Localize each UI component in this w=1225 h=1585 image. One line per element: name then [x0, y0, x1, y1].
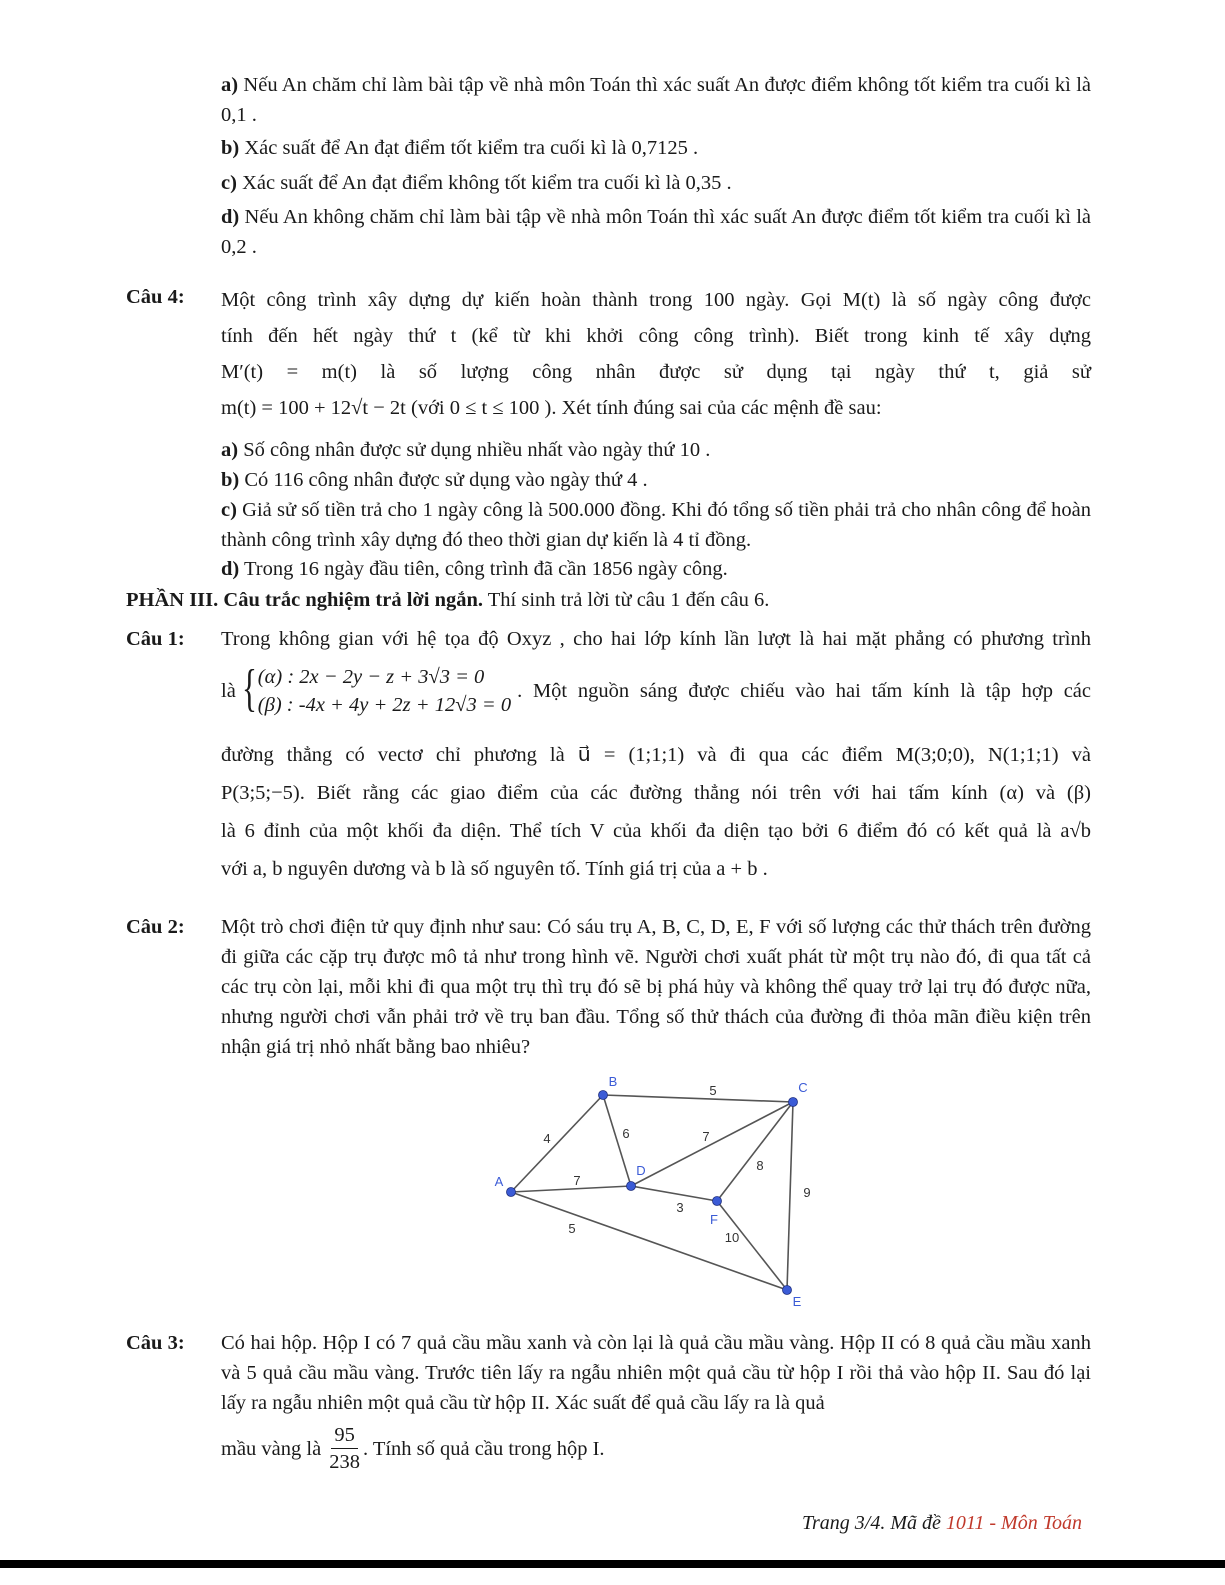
edge-weight-B-C: 5 [709, 1083, 717, 1098]
node-F [713, 1197, 722, 1206]
equation-system: là { (α) : 2x − 2y − z + 3√3 = 0 (β) : -4x + 4y + 2z + 12√3 = 0 . Một nguồn sáng được chiếu vào hai tấm kính là tập hợp các [221, 660, 1091, 717]
bottom-rule [0, 1560, 1225, 1568]
edge-weight-A-E: 5 [568, 1221, 576, 1236]
q4-option-c: c) Giả sử số tiền trả cho 1 ngày công là 500.000 đồng. Khi đó tổng số tiền phải trả cho nhân công để hoàn thành công trình xây dựng đó theo thời gian dự kiến là 4 tỉ đồng. [221, 499, 1091, 551]
question-3: Câu 3: Có hai hộp. Hộp I có 7 quả cầu mầu xanh và còn lại là quả cầu mầu vàng. Hộp II có 8 quả cầu mầu xanh và 5 quả cầu mầu vàng. Trước tiên lấy ra ngẫu nhiên một quả cầu từ hộp I rồi thả vào hộp II. Sau đó lại lấy ra ngẫu nhiên một quả cầu từ hộp II. Xác suất để quả cầu lấy ra là quả mầu vàng là $\frac{95}{238}$ . Tính số quả cầu trong hộp I. [126, 1328, 1091, 1475]
question-4: Câu 4: Một công trình xây dựng dự kiến hoàn thành trong 100 ngày. Gọi M(t) là số ngày công được tính đến hết ngày thứ t (kể từ khi khởi công công trình). Biết trong kinh tế xây dựng M′(t) = m(t) là số lượng công nhân được sử dụng tại ngày thứ t, giả sử m(t) = 100 + 12√t − 2t (với 0 ≤ t ≤ 100 ). Xét tính đúng sai của các mệnh đề sau: [126, 282, 1091, 426]
node-B [599, 1091, 608, 1100]
q4-option-a: a) Số công nhân được sử dụng nhiều nhất vào ngày thứ 10 . [221, 439, 711, 461]
edge-A-B [511, 1095, 603, 1192]
edge-weight-A-D: 7 [573, 1173, 581, 1188]
edge-C-E [787, 1102, 793, 1290]
node-label-C: C [798, 1080, 808, 1095]
q4-option-b: b) Có 116 công nhân được sử dụng vào ngày thứ 4 . [221, 469, 648, 491]
edge-weight-A-B: 4 [543, 1131, 551, 1146]
edge-weight-C-E: 9 [803, 1185, 811, 1200]
part3-heading: PHẦN III. Câu trắc nghiệm trả lời ngắn. Thí sinh trả lời từ câu 1 đến câu 6. [126, 589, 770, 611]
q4-option-d: d) Trong 16 ngày đầu tiên, công trình đã cần 1856 ngày công. [221, 558, 728, 580]
prev-option-a: a) Nếu An chăm chỉ làm bài tập về nhà môn Toán thì xác suất An được điểm không tốt kiểm tra cuối kì là 0,1 . [221, 74, 1092, 126]
edge-weight-D-C: 7 [702, 1129, 710, 1144]
question-2: Câu 2: Một trò chơi điện tử quy định như sau: Có sáu trụ A, B, C, D, E, F với số lượng các thử thách trên đường đi giữa các cặp trụ được mô tả như trong hình vẽ. Người chơi xuất phát từ một trụ nào đó, đi qua tất cả các trụ còn lại, mỗi khi đi qua một trụ thì trụ đó sẽ bị phá hủy và không thể quay trở lại trụ đó được nữa, nhưng người chơi vẫn phải trở về trụ ban đầu. Tổng số thử thách của đường đi thỏa mãn điều kiện trên nhận giá trị nhỏ nhất bằng bao nhiêu? [126, 912, 1091, 1062]
question-3-label: Câu 3: [126, 1332, 185, 1354]
graph-figure [470, 1068, 830, 1318]
edge-F-E [717, 1201, 787, 1290]
edge-A-E [511, 1192, 787, 1290]
edge-A-D [511, 1186, 631, 1192]
probability-fraction: $\frac{95}{238}$ [329, 1424, 360, 1473]
node-label-E: E [792, 1294, 802, 1309]
probability-line: mầu vàng là $\frac{95}{238}$ . Tính số quả cầu trong hộp I. [221, 1424, 605, 1473]
edge-weight-F-E: 10 [724, 1230, 740, 1245]
node-E [783, 1286, 792, 1295]
edge-D-C [631, 1102, 793, 1186]
edge-B-C [603, 1095, 793, 1102]
edge-C-F [717, 1102, 793, 1201]
node-C [789, 1098, 798, 1107]
edge-weight-B-D: 6 [622, 1126, 630, 1141]
question-1: Câu 1: Trong không gian với hệ tọa độ Oxyz , cho hai lớp kính lần lượt là hai mặt phẳng có phương trình là { (α) : 2x − 2y − z + 3√3 = 0 (β) : -4x + 4y + 2z + 12√3 = 0 . Một nguồn sáng được chiếu vào hai tấm kính là tập hợp các đường thẳng có vectơ chỉ phương là u⃗ = (1;1;1) và đi qua các điểm M(3;0;0), N(1;1;1) và P(3;5;−5). Biết rằng các giao điểm của các đường thẳng nói trên với hai tấm kính (α) và (β) là 6 đỉnh của một khối đa diện. Thể tích V của khối đa diện tạo bởi 6 điểm đó có kết quả là a√b với a, b nguyên dương và b là số nguyên tố. Tính giá trị của a + b . [126, 624, 1091, 888]
edge-weight-D-F: 3 [676, 1200, 684, 1215]
node-label-D: D [636, 1163, 646, 1178]
question-2-label: Câu 2: [126, 916, 185, 938]
node-label-A: A [494, 1174, 504, 1189]
page-footer: Trang 3/4. Mã đề 1011 - Môn Toán [801, 1512, 1082, 1534]
node-label-F: F [710, 1212, 718, 1227]
node-D [627, 1182, 636, 1191]
question-4-label: Câu 4: [126, 286, 185, 308]
prev-option-b: b) Xác suất để An đạt điểm tốt kiểm tra cuối kì là 0,7125 . [221, 137, 699, 159]
prev-option-d: d) Nếu An không chăm chỉ làm bài tập về nhà môn Toán thì xác suất An được điểm tốt kiểm tra cuối kì là 0,2 . [221, 206, 1092, 258]
edge-weight-C-F: 8 [756, 1158, 764, 1173]
question-1-label: Câu 1: [126, 628, 185, 650]
prev-option-c: c) Xác suất để An đạt điểm không tốt kiểm tra cuối kì là 0,35 . [221, 172, 732, 194]
node-label-B: B [608, 1074, 618, 1089]
edge-D-F [631, 1186, 717, 1201]
node-A [507, 1188, 516, 1197]
